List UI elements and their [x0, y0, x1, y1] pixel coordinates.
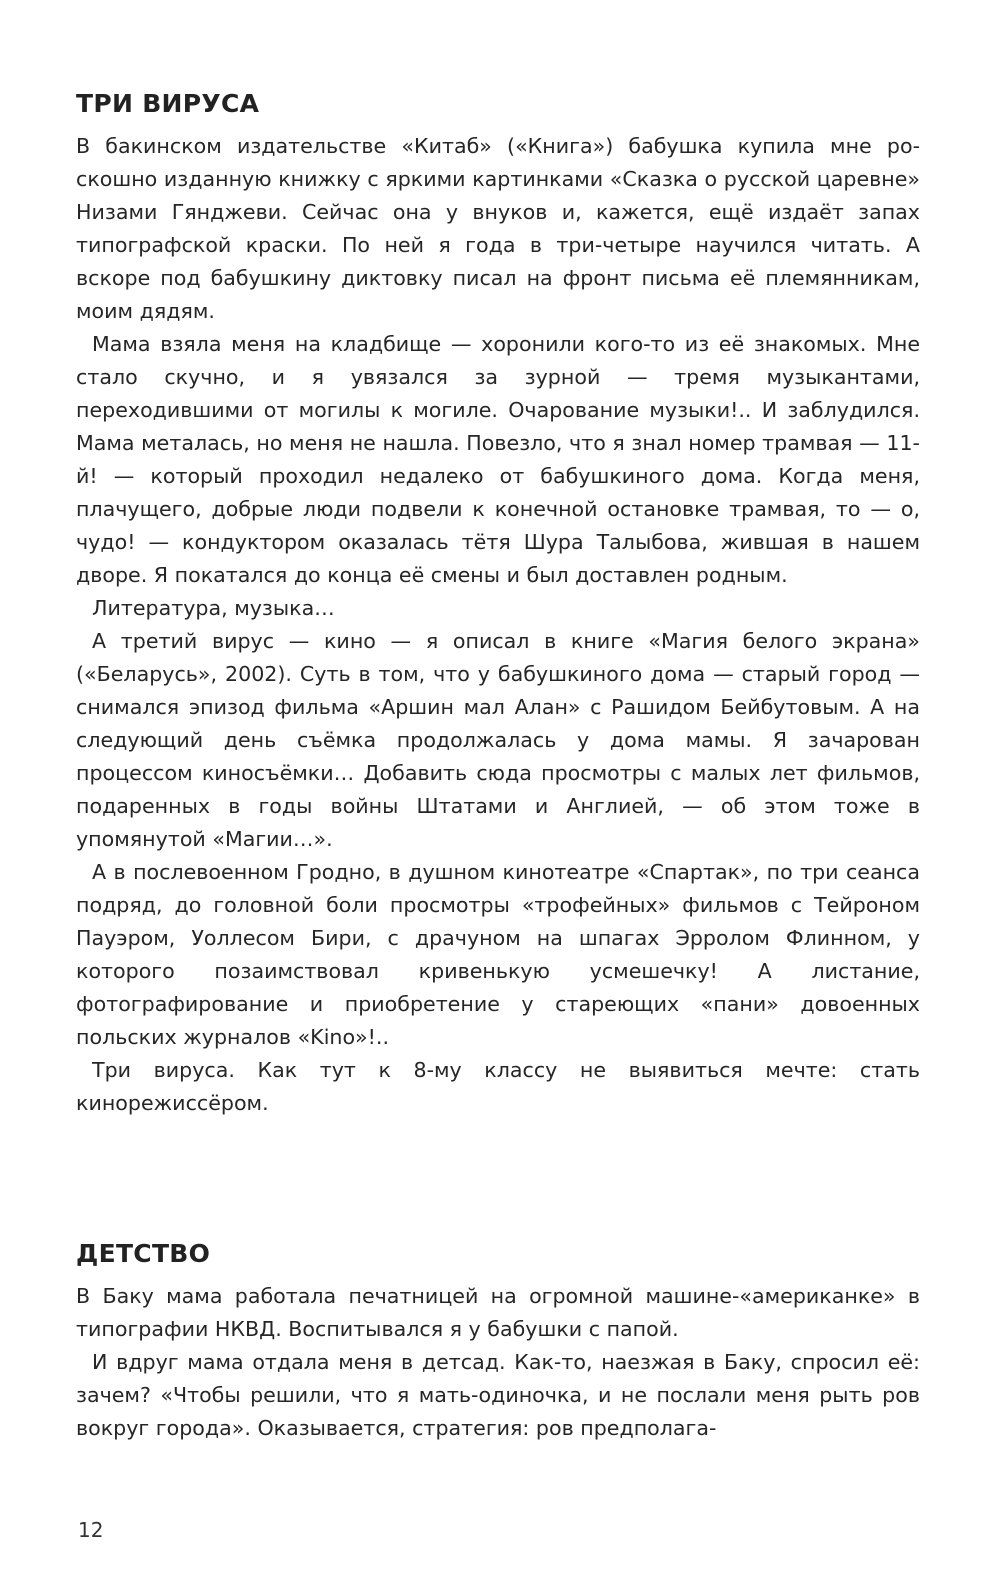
paragraph: Мама взяла меня на кладбище — хоронили кого-то из её знакомых. Мне стало скучно, и я увязался за зурной — тремя музыкантами, переходившими от могилы к могиле. Очарование музыки!.. И заблудился. Мама металась, но меня не нашла. Повезло, что я знал номер трамвая — 11-й! — который проходил недалеко от бабушкиного дома. Когда меня, плачущего, добрые люди подвели к конечной остановке трамвая, то — о, чудо! — кондуктором оказалась тётя Шура Талыбова, жившая в нашем дворе. Я покатался до конца её смены и был доставлен родным. [76, 332, 920, 587]
paragraph: В бакинском издательстве «Китаб» («Книга») бабушка купила мне роскошно изданную книжку с яркими картинками «Сказка о русской царевне» Низами Гянджеви. Сейчас она у внуков и, кажется, ещё издаёт запах типографской краски. По ней я года в три-четыре научился читать. А вскоре под бабушкину диктовку писал на фронт письма её племянникам, моим дядям. [76, 134, 920, 323]
section-childhood [76, 1238, 920, 1445]
page-number: 12 [78, 1518, 104, 1542]
paragraph: Три вируса. Как тут к 8-му классу не выявиться мечте: стать кинорежиссёром. [76, 1058, 920, 1115]
section-title: ДЕТСТВО [76, 1239, 211, 1268]
paragraph: А третий вирус — кино — я описал в книге «Магия белого экрана» («Беларусь», 2002). Суть в том, что у бабушкиного дома — старый город — снимался эпизод фильма «Аршин мал Алан» с Рашидом Бейбутовым. А на следующий день съёмка продолжалась у дома мамы. Я зачарован процессом киносъёмки… Добавить сюда просмотры с малых лет фильмов, подаренных в годы войны Штатами и Англией, — об этом тоже в упомянутой «Магии…». [76, 629, 920, 851]
section-three-viruses [76, 88, 920, 1120]
page-content [76, 88, 920, 1445]
section-spacer [76, 1120, 920, 1238]
paragraph: В Баку мама работала печатницей на огромной машине-«американке» в типографии НКВД. Воспитывался я у бабушки с папой. [76, 1284, 920, 1341]
paragraph: А в послевоенном Гродно, в душном кинотеатре «Спартак», по три сеанса подряд, до головной боли просмотры «трофейных» фильмов с Тейроном Пауэром, Уоллесом Бири, с драчуном на шпагах Эрролом Флинном, у которого позаимствовал кривенькую усмешечку! А листание, фотографирование и приобретение у стареющих «пани» довоенных польских журналов «Kino»!.. [76, 860, 920, 1049]
paragraph: И вдруг мама отдала меня в детсад. Как-то, наезжая в Баку, спросил её: зачем? «Чтобы решили, что я мать-одиночка, и не послали меня рыть ров вокруг города». Оказывается, стратегия: ров предполага- [76, 1350, 920, 1440]
section-title: ТРИ ВИРУСА [76, 89, 260, 118]
paragraph: Литература, музыка… [92, 596, 335, 620]
